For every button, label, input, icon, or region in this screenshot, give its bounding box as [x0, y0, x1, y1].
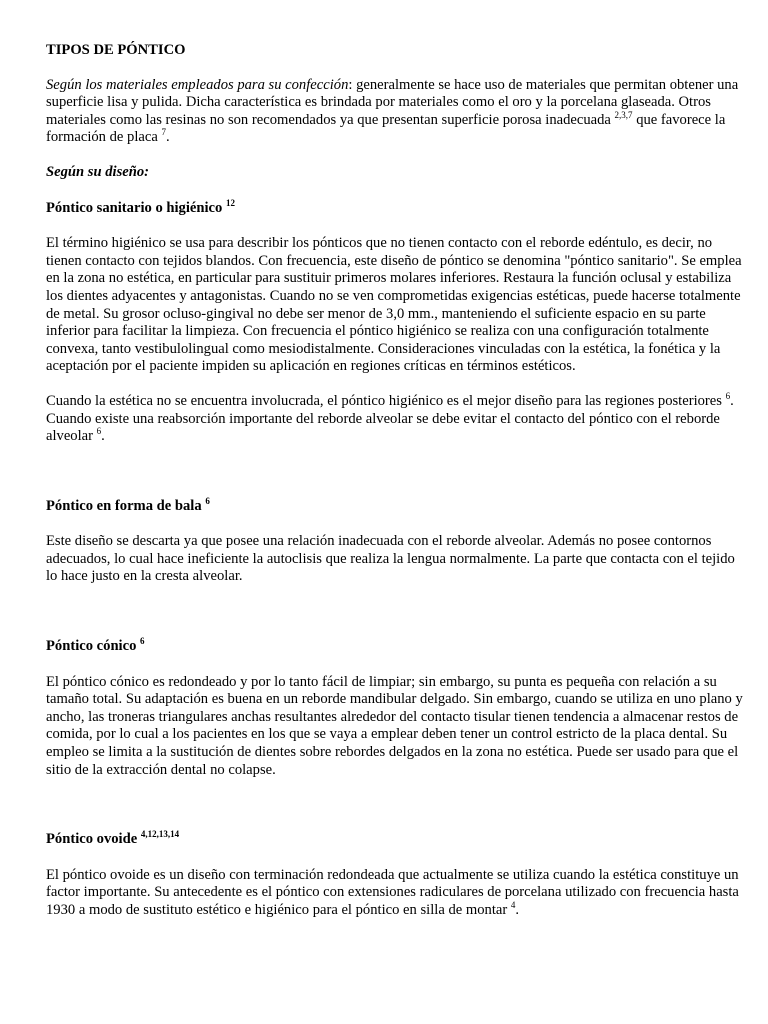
heading-text: Póntico sanitario o higiénico [46, 199, 223, 216]
heading-text: Póntico en forma de bala [46, 497, 202, 514]
ovoide-paragraph [46, 867, 746, 920]
design-heading: Según su diseño: [46, 163, 149, 180]
paragraph-text: Cuando la estética no se encuentra involucrada, el póntico higiénico es el mejor diseño para las regiones posteriores [46, 392, 722, 409]
document-title: TIPOS DE PÓNTICO [46, 42, 186, 58]
citation: 2,3,7 [614, 109, 633, 120]
section-heading-conico [46, 638, 746, 656]
intro-text: : generalmente se hace uso de materiales que permitan obtener una superficie lisa y pulida. Dicha característica es brindada por materiales como el oro y la porcelana glaseada. Otros materiales como las resinas no son recomendados ya que presentan superficie porosa inadecuada [46, 76, 739, 128]
heading-text: Póntico ovoide [46, 831, 138, 848]
paragraph-text: El póntico ovoide es un diseño con terminación redondeada que actualmente se utiliza cuando la estética constituye un factor importante. Su antecedente es el póntico con extensiones radiculares de porcelana utilizado con frecuencia hasta 1930 a modo de sustituto estético e higiénico para el póntico en silla de montar [46, 866, 739, 918]
conico-paragraph: El póntico cónico es redondeado y por lo tanto fácil de limpiar; sin embargo, su punta es pequeña con relación a su tamaño total. Su adaptación es buena en un reborde mandibular delgado. Sin embargo, cuando se utiliza en uno plano y ancho, las troneras triangulares anchas resultantes alrededor del contacto tisular tienen tendencia a almacenar restos de comida, por lo cual a los pacientes en los que se vaya a emplear deben tener un control estricto de la placa dental. Su empleo se limita a la sustitución de dientes sobre rebordes delgados en la zona no estética. Puede ser usado para que el sitio de la extracción dental no colapse. [46, 673, 743, 778]
intro-paragraph [46, 77, 746, 147]
citation: 4,12,13,14 [140, 829, 180, 840]
citation: 6 [96, 426, 102, 437]
heading-text: Póntico cónico [46, 638, 137, 655]
intro-lead: Según los materiales empleados para su confección [46, 76, 349, 93]
section-heading-bala [46, 495, 746, 516]
paragraph-end: . [101, 428, 105, 445]
section-heading-ovoide [46, 831, 746, 849]
citation: 12 [226, 197, 235, 208]
section-heading-sanitario [46, 197, 746, 218]
intro-text-2: que favorece la formación de placa [46, 111, 726, 146]
bala-paragraph: Este diseño se descarta ya que posee una relación inadecuada con el reborde alveolar. Además no posee contornos adecuados, lo cual hace ineficiente la autoclisis que realiza la lengua normalmente. La parte que contacta con el tejido lo hace justo en la cresta alveolar. [46, 533, 735, 585]
paragraph-end: . [515, 902, 520, 918]
citation: 7 [161, 127, 166, 138]
sanitario-paragraph-2 [46, 390, 746, 446]
citation: 6 [140, 636, 145, 647]
paragraph-text: . Cuando existe una reabsorción importante del reborde alveolar se debe evitar el contacto del póntico con el reborde alveolar [46, 392, 734, 445]
intro-end: . [165, 129, 170, 146]
citation: 4 [510, 900, 516, 910]
citation: 6 [725, 390, 731, 401]
citation: 6 [205, 495, 210, 506]
sanitario-paragraph-1: El término higiénico se usa para describir los pónticos que no tienen contacto con el reborde edéntulo, es decir, no tienen contacto con tejidos blandos. Con frecuencia, este diseño de póntico se denomina "póntico sanitario". Se emplea en la zona no estética, en particular para sustituir primeros molares inferiores. Restaura la función oclusal y estabiliza los dientes adyacentes y antagonistas. Cuando no se ven comprometidas exigencias estéticas, puede hacerse totalmente de metal. Su grosor ocluso-gingival no debe ser menor de 3,0 mm., manteniendo el suficiente espacio en su parte inferior para facilitar la limpieza. Con frecuencia el póntico higiénico se realiza con una configuración totalmente convexa, tanto vestibulolingual como mesiodistalmente. Consideraciones vinculadas con la estética, la fonética y la aceptación por el paciente impiden su aplicación en regiones críticas en términos estéticos. [46, 235, 742, 375]
